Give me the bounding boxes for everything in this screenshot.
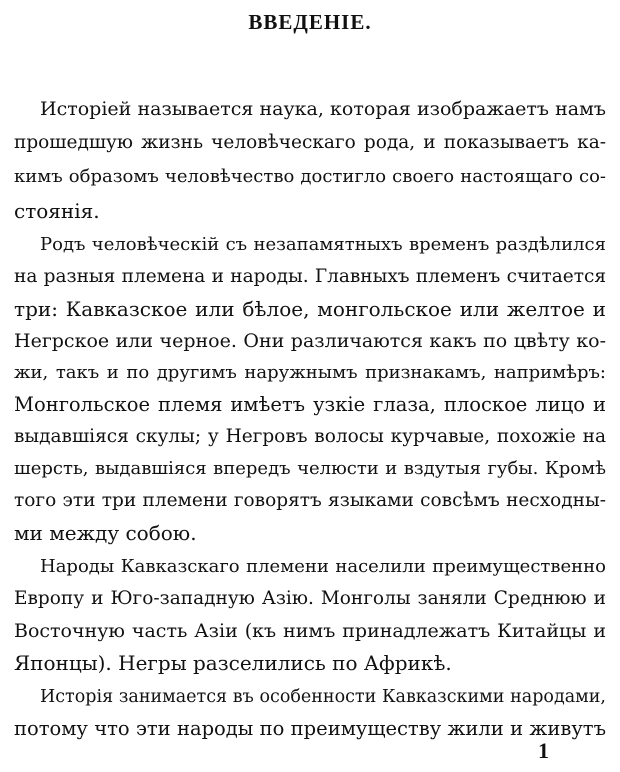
text-line: ми между собою.	[14, 521, 197, 545]
text-line: Восточную часть Азіи (къ нимъ принадлежатъ Китайцы и	[14, 620, 606, 642]
page-title: ВВЕДЕНІЕ.	[248, 10, 372, 34]
text-line: на разныя племена и народы. Главныхъ племенъ считается	[14, 266, 606, 287]
text-line: кимъ образомъ человѣчество достигло своего настоящаго со-	[14, 166, 606, 187]
page-number: 1	[538, 738, 549, 763]
text-line: шерсть, выдавшіяся впередъ челюсти и вздутыя губы. Кромѣ	[14, 458, 606, 479]
text-line: Исторіей называется наука, которая изображаетъ намъ	[40, 98, 606, 120]
text-line: Народы Кавказскаго племени населили преимущественно	[40, 556, 606, 577]
text-line: стоянія.	[14, 199, 100, 223]
text-line: Монгольское племя имѣетъ узкіе глаза, плоское лицо и	[14, 393, 606, 416]
text-line: того эти три племени говорятъ языками совсѣмъ несходны-	[14, 490, 606, 511]
text-line: Негрское или черное. Они различаются какъ по цвѣту ко-	[14, 330, 606, 352]
text-line: три: Кавказское или бѣлое, монгольское или желтое и	[14, 297, 606, 321]
text-line: Европу и Юго-западную Азію. Монголы заняли Среднюю и	[14, 588, 606, 609]
text-line: прошедшую жизнь человѣческаго рода, и показываетъ ка-	[14, 132, 606, 153]
text-line: выдавшіяся скулы; у Негровъ волосы курчавые, похожіе на	[14, 426, 606, 447]
text-line: потому что эти народы по преимуществу жили и живутъ	[14, 717, 606, 740]
text-line: Исторія занимается въ особенности Кавказскими народами,	[40, 687, 606, 707]
text-line: Родъ человѣческій съ незапамятныхъ временъ раздѣлился	[40, 234, 606, 255]
text-line: Японцы). Негры разселились по Африкѣ.	[14, 651, 452, 675]
text-line: жи, такъ и по другимъ наружнымъ признакамъ, напримѣръ:	[14, 362, 606, 383]
